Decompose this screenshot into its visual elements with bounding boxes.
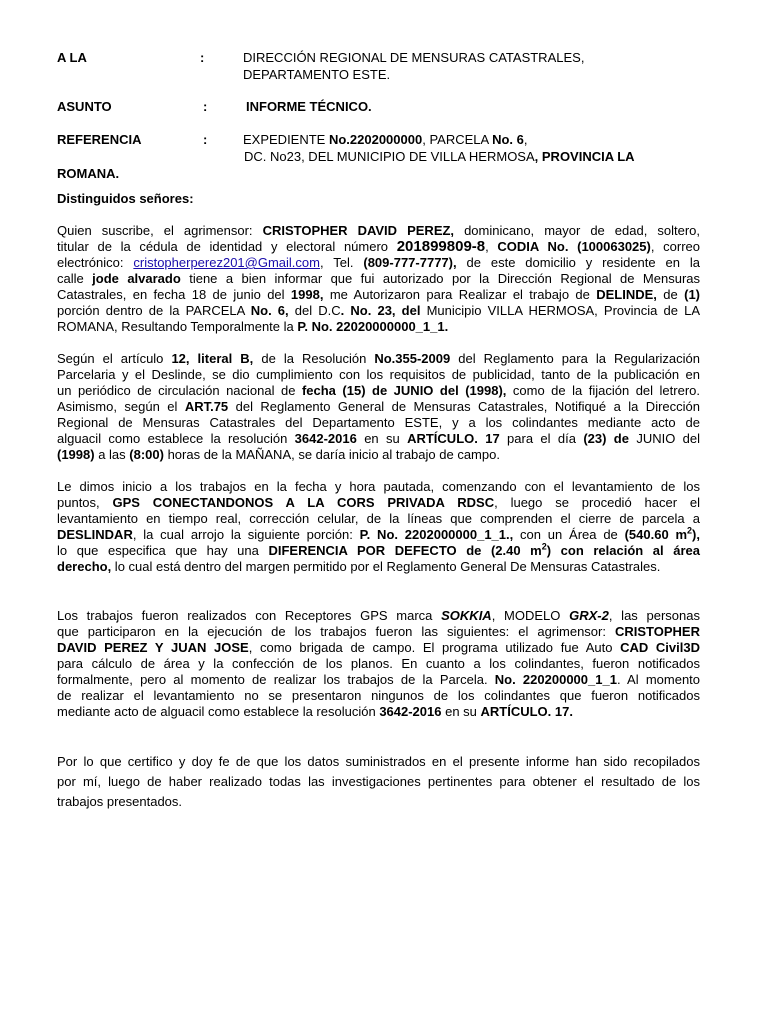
p1-line: Catastrales, en fecha 18 de junio del 1998, me Autorizaron para Realizar el trabajo de DELINDE, de (1): [57, 287, 701, 302]
header-referencia: [57, 132, 700, 182]
a-la-line2: DEPARTAMENTO ESTE.: [243, 67, 391, 82]
asunto-value: INFORME TÉCNICO.: [246, 99, 372, 114]
p5-line: por mí, luego de haber realizado todas las investigaciones pertinentes para obtener el resultado de los: [57, 774, 700, 789]
a-la-line1: DIRECCIÓN REGIONAL DE MENSURAS CATASTRALES,: [243, 50, 585, 65]
p2-line: un periódico de circulación nacional de fecha (15) de JUNIO del (1998), como de la fijación del letrero.: [57, 383, 701, 398]
p3-line: Le dimos inicio a los trabajos en la fecha y hora pautada, comenzando con el levantamiento de los: [57, 479, 700, 494]
p1-line: electrónico: cristopherperez201@Gmail.com, Tel. (809-777-7777), de este domicilio y residente en la: [57, 255, 700, 270]
p2-line: Según el artículo 12, literal B, de la Resolución No.355-2009 del Reglamento para la Regularización: [57, 351, 700, 366]
asunto-label: ASUNTO: [57, 99, 112, 114]
p1-line: titular de la cédula de identidad y electoral número 201899809-8, CODIA No. (100063025), correo: [57, 238, 700, 255]
p3-line: DESLINDAR, la cual arrojo la siguiente porción: P. No. 2202000000_1_1., con un Área de (540.60 $m^2$),: [57, 525, 700, 542]
p3-line: puntos, GPS CONECTANDONOS A LA CORS PRIVADA RDSC, luego se procedió hacer el: [57, 495, 701, 510]
paragraph-5: [57, 752, 700, 812]
p1-line: Quien suscribe, el agrimensor: CRISTOPHER DAVID PEREZ, dominicano, mayor de edad, soltero,: [57, 223, 700, 238]
p4-line: formalmente, pero al momento de realizar los trabajos de la Parcela. No. 220200000_1_1. Al momento: [57, 672, 701, 687]
referencia-label: REFERENCIA: [57, 132, 142, 147]
a-la-label: A LA: [57, 50, 87, 65]
p2-line: Asimismo, según el ART.75 del Reglamento General de Mensuras Catastrales, Notifiqué a la Dirección: [57, 399, 700, 414]
p2-line: (1998) a las (8:00) horas de la MAÑANA, se daría inicio al trabajo de campo.: [57, 447, 500, 462]
a-la-colon: :: [200, 50, 205, 65]
paragraph-2: [57, 351, 700, 463]
p1-line: calle jode alvarado tiene a bien informar que fui autorizado por la Dirección Regional de Mensuras: [57, 271, 701, 286]
paragraph-4: [57, 608, 700, 720]
p4-line: para cálculo de área y la confección de los planos. En cuanto a los colindantes, fueron notificados: [57, 656, 700, 671]
p3-line: levantamiento en tiempo real, corrección celular, de la líneas que comprenden el cierre de parcela a: [57, 511, 700, 526]
p2-line: alguacil como establece la resolución 3642-2016 en su ARTÍCULO. 17 para el día (23) de JUNIO del: [57, 431, 701, 446]
p4-line: que participaron en la ejecución de los trabajos fueron las siguientes: el agrimensor: CRISTOPHER: [57, 624, 700, 639]
p4-line: DAVID PEREZ Y JUAN JOSE, como brigada de campo. El programa utilizado fue Auto CAD Civil3D: [57, 640, 700, 655]
referencia-line3: ROMANA.: [57, 166, 120, 181]
referencia-line1: EXPEDIENTE No.2202000000, PARCELA No. 6,: [243, 132, 528, 147]
p3-line: lo que especifica que hay una DIFERENCIA POR DEFECTO de (2.40 $m^2$) con relación al área: [57, 541, 700, 558]
p4-line: mediante acto de alguacil como establece la resolución 3642-2016 en su ARTÍCULO. 17.: [57, 704, 573, 719]
p5-line: trabajos presentados.: [57, 794, 183, 809]
greeting: Distinguidos señores:: [57, 191, 194, 206]
header-asunto: [57, 99, 700, 115]
paragraph-3: [57, 479, 700, 575]
p2-line: Parcelaria y el Deslinde, se dio cumplimiento con los requisitos de publicidad, tanto de la publicación en: [57, 367, 700, 382]
paragraph-1: [57, 223, 700, 335]
email-link[interactable]: cristopherperez201@Gmail.com: [133, 255, 320, 270]
p4-line: Los trabajos fueron realizados con Receptores GPS marca SOKKIA, MODELO GRX-2, las personas: [57, 608, 701, 623]
header-a-la: [57, 50, 700, 84]
referencia-colon: :: [203, 132, 208, 147]
p4-line: de realizar el levantamiento no se presentaron ningunos de los colindantes que fueron notificados: [57, 688, 700, 703]
p2-line: Regional de Mensuras Catastrales del Departamento ESTE, y a los colindantes mediante acto de: [57, 415, 700, 430]
referencia-line2: DC. No23, DEL MUNICIPIO DE VILLA HERMOSA, PROVINCIA LA: [244, 149, 635, 164]
asunto-colon: :: [203, 99, 208, 114]
document-page: [57, 50, 700, 812]
p1-line: porción dentro de la PARCELA No. 6, del D.C. No. 23, del Municipio VILLA HERMOSA, Provincia de LA: [57, 303, 700, 318]
p1-line: ROMANA, Resultando Temporalmente la P. No. 22020000000_1_1.: [57, 319, 449, 334]
p5-line: Por lo que certifico y doy fe de que los datos suministrados en el presente informe han sido recopilados: [57, 754, 700, 769]
p3-line: derecho, lo cual está dentro del margen permitido por el Reglamento General De Mensuras Catastrales.: [57, 559, 661, 574]
